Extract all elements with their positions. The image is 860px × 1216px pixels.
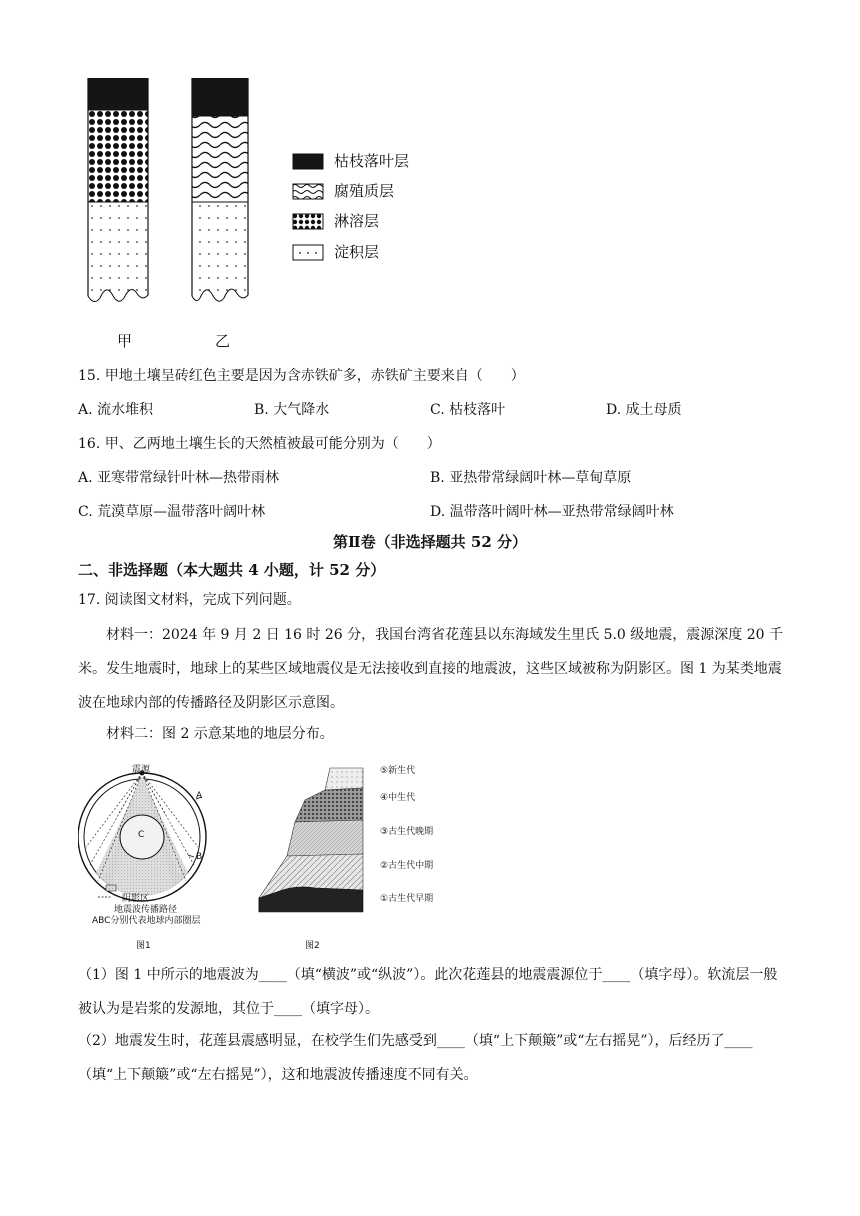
q16-stem: 16. 甲、乙两地土壤生长的天然植被最可能分别为（ ） — [78, 436, 441, 452]
q15-option-b: B. 大气降水 — [254, 402, 330, 418]
q16-option-b: B. 亚热带常绿阔叶林—草甸草原 — [430, 470, 632, 486]
fig1-epicenter-label: 震源 — [132, 765, 151, 775]
section2-heading: 二、非选择题（本大题共 4 小题，计 52 分） — [78, 561, 386, 579]
legend-humus-layer: 腐殖质层 — [334, 182, 395, 200]
q16-option-a: A. 亚寒带常绿针叶林—热带雨林 — [78, 470, 280, 486]
legend-eluvial-layer: 淋溶层 — [334, 212, 380, 230]
fig1-legend-layers: ABC分别代表地球内部圈层 — [92, 916, 201, 926]
q17-material2: 材料二：图 2 示意某地的地层分布。 — [106, 726, 334, 742]
soil-column-yi — [192, 78, 248, 301]
legend-illuvial-layer: 淀积层 — [334, 243, 380, 261]
soil-legend — [292, 150, 432, 275]
q15-option-c: C. 枯枝落叶 — [430, 402, 506, 418]
q17-stem: 17. 阅读图文材料，完成下列问题。 — [78, 592, 301, 608]
fig2-layer-3: ③古生代晚期 — [380, 827, 434, 837]
q15-stem: 15. 甲地土壤呈砖红色主要是因为含赤铁矿多，赤铁矿主要来自（ ） — [78, 368, 525, 384]
q16-option-c: C. 荒漠草原—温带落叶阔叶林 — [78, 504, 266, 520]
fig2-layer-5: ⑤新生代 — [380, 766, 416, 776]
fig2-layer-4: ④中生代 — [380, 793, 416, 803]
fig1-legend-path: 地震波传播路径 — [114, 905, 178, 915]
q16-option-d: D. 温带落叶阔叶林—亚热带常绿阔叶林 — [430, 504, 674, 520]
fig2-caption: 图2 — [305, 941, 320, 951]
column-label-yi: 乙 — [215, 332, 231, 350]
fig1-label-c: C — [138, 830, 145, 840]
q17-sub2: （2）地震发生时，花莲县震感明显，在校学生们先感受到____（填“上下颠簸”或“左右摇晃”），后经历了____（填“上下颠簸”或“左右摇晃”），这和地震波传播速度不同有关。 — [78, 1033, 753, 1083]
soil-column-jia — [88, 78, 148, 302]
fig1-caption: 图1 — [136, 941, 151, 951]
legend-litter-layer: 枯枝落叶层 — [334, 152, 410, 170]
section2-title: 第Ⅱ卷（非选择题共 52 分） — [333, 533, 527, 551]
fig2-layer-2: ②古生代中期 — [380, 861, 434, 871]
soil-profile-figure — [80, 70, 280, 330]
q17-material1: 材料一：2024 年 9 月 2 日 16 时 26 分，我国台湾省花莲县以东海域发生里氏 5.0 级地震，震源深度 20 千米。发生地震时，地球上的某些区域地震仪是无法接收到直接的地震波，这些区域被称为阴影区。图 1 为某类地震波在地球内部的传播路径及阴影区示意图。 — [78, 627, 784, 711]
fig1-label-a: A — [196, 791, 203, 801]
q17-sub1: （1）图 1 中所示的地震波为____（填“横波”或“纵波”）。此次花莲县的地震震源位于____（填字母）。软流层一般被认为是岩浆的发源地，其位于____（填字母）。 — [78, 967, 778, 1017]
legend-swatches — [292, 153, 324, 263]
fig2-layer-1: ①古生代早期 — [380, 894, 434, 904]
q15-option-a: A. 流水堆积 — [78, 402, 154, 418]
fig1-label-b: B — [196, 852, 203, 862]
column-label-jia: 甲 — [117, 332, 133, 350]
figure2-strata-diagram — [255, 760, 380, 920]
q15-option-d: D. 成土母质 — [606, 402, 682, 418]
fig1-legend-shadow: 阴影区 — [122, 894, 150, 904]
